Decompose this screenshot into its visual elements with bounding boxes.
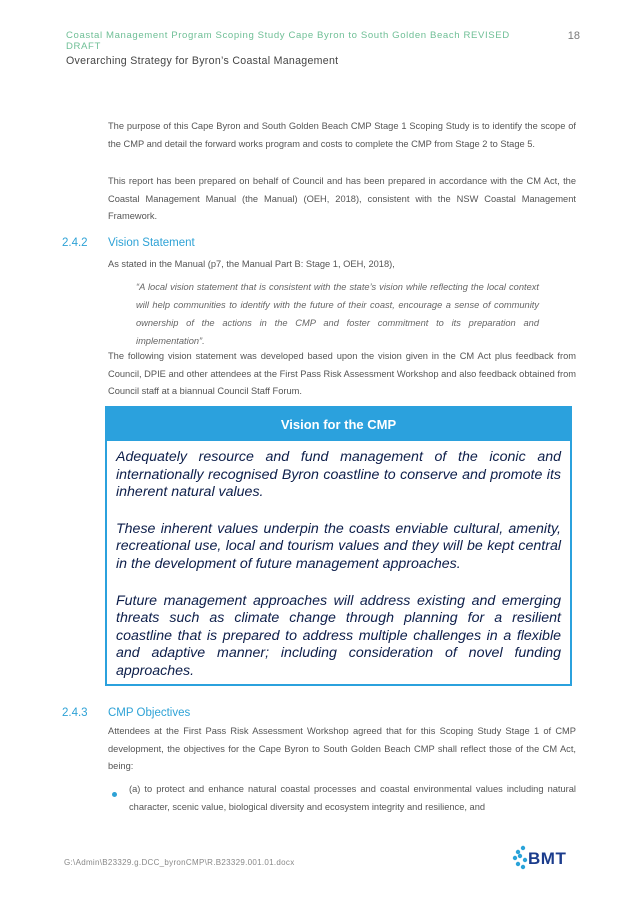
intro-paragraph-2: This report has been prepared on behalf of Council and has been prepared in accordance with the CM Act, the Coastal Management Manual (the Manual) (OEH, 2018), consistent with the NSW Coastal Management Framework. — [108, 176, 576, 221]
footer-file-path: G:\Admin\B23329.g.DCC_byronCMP\R.B23329.001.01.docx — [64, 858, 295, 867]
vision-paragraph-3: Future management approaches will address existing and emerging threats such as climate change through planning for a resilient coastline that is prepared to address multiple challenges in a flexible and adaptive manner; including consideration of novel funding approaches. — [116, 592, 561, 679]
section-number-2-4-3: 2.4.3 — [62, 707, 88, 719]
vision-paragraph-2: These inherent values underpin the coasts enviable cultural, amenity, recreational use, local and tourism values and they will be kept central in the development of future management approaches. — [116, 520, 561, 572]
vision-box-body — [107, 441, 570, 681]
page-number: 18 — [567, 30, 580, 42]
vision-description-paragraph: The following vision statement was developed based upon the vision given in the CM Act plus feedback from Council, DPIE and other attendees at the First Pass Risk Assessment Workshop and also feedback obtained from Council staff at a biannual Council Staff Forum. — [108, 351, 577, 396]
vision-paragraph-1: Adequately resource and fund management of the iconic and internationally recognised Byron coastline to conserve and promote its inherent natural values. — [116, 449, 561, 501]
manual-quote: “A local vision statement that is consistent with the state’s vision while reflecting the local context will help communities to identify with the future of their coast, encourage a sense of community ownership of the actions in the CMP and foster commitment to its preparation and implementation”. — [136, 282, 539, 346]
vision-lead-paragraph: As stated in the Manual (p7, the Manual Part B: Stage 1, OEH, 2018), — [108, 259, 395, 269]
section-number-2-4-2: 2.4.2 — [62, 237, 88, 249]
running-header-subtitle: Overarching Strategy for Byron’s Coastal Management — [66, 55, 339, 67]
objective-bullet-a: (a) to protect and enhance natural coastal processes and coastal environmental values including natural character, scenic value, biological diversity and ecosystem integrity and resilience, and — [129, 784, 576, 812]
objectives-paragraph: Attendees at the First Pass Risk Assessment Workshop agreed that for this Scoping Study Stage 1 of CMP development, the objectives for the Cape Byron to South Golden Beach CMP shall reflect those of the CM Act, being: — [108, 726, 576, 771]
running-header-title: Coastal Management Program Scoping Study Cape Byron to South Golden Beach REVISED DRAFT — [66, 30, 510, 52]
section-title-cmp-objectives: CMP Objectives — [108, 707, 191, 719]
bmt-logo-text: BMT — [528, 849, 567, 868]
intro-paragraph-1: The purpose of this Cape Byron and South Golden Beach CMP Stage 1 Scoping Study is to identify the scope of the CMP and detail the forward works program and costs to complete the CMP from Stage 2 to Stage 5. — [108, 121, 576, 149]
vision-box — [105, 406, 572, 686]
bullet-icon — [112, 792, 117, 797]
vision-box-heading: Vision for the CMP — [107, 408, 570, 441]
section-title-vision-statement: Vision Statement — [108, 237, 195, 249]
